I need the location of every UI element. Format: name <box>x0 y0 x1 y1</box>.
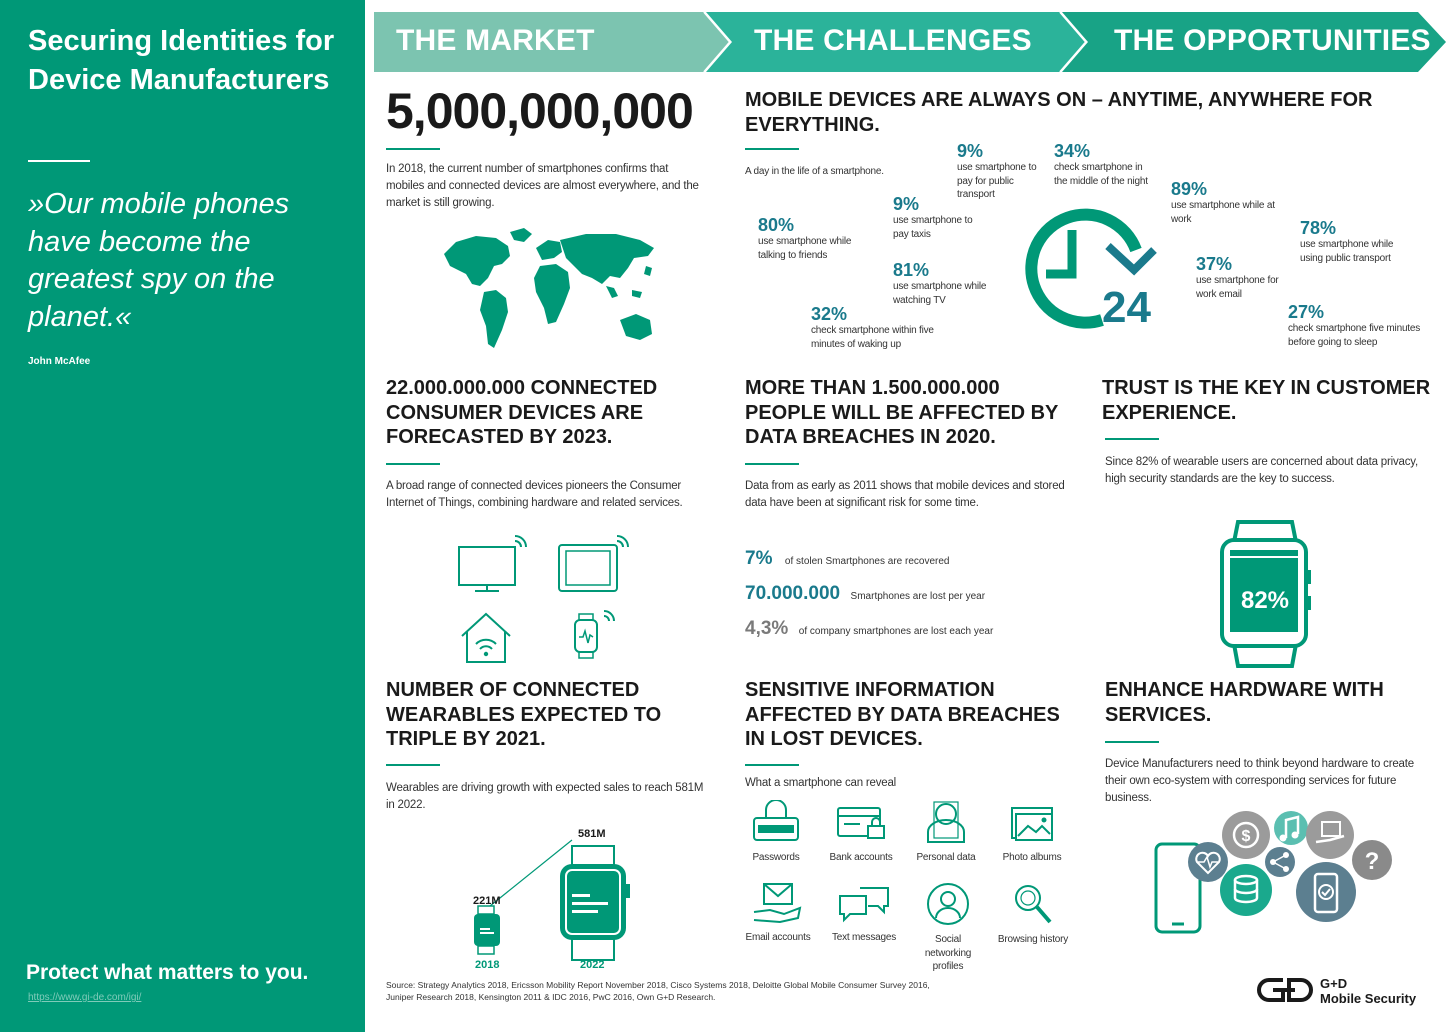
stat-text: use smartphone while using public transport <box>1300 239 1394 264</box>
breach-body: Data from as early as 2011 shows that mobile devices and stored data have been at significant risk for some time. <box>745 480 1065 509</box>
question-icon <box>1352 840 1392 880</box>
reveal-label-text: Text messages <box>831 932 897 943</box>
smartphone-count: 5,000,000,000 <box>386 83 693 139</box>
header-market: THE MARKET <box>396 24 595 57</box>
stat-text: check smartphone in the middle of the night <box>1054 162 1148 187</box>
sidebar <box>0 0 365 1032</box>
divider <box>745 463 799 465</box>
always-on-heading: MOBILE DEVICES ARE ALWAYS ON – ANYTIME, ANYWHERE FOR EVERYTHING. <box>745 89 1373 136</box>
svg-text:?: ? <box>1364 848 1380 875</box>
stat-pct: 27% <box>1288 302 1325 322</box>
stat-text: use smartphone while watching TV <box>893 281 987 306</box>
breach-stat-text: of company smartphones are lost each year <box>798 626 994 637</box>
breach-stat-value: 70.000.000 <box>745 583 841 604</box>
stat-text: check smartphone within five minutes of waking up <box>811 325 934 350</box>
divider <box>386 463 440 465</box>
sensitive-info-heading: SENSITIVE INFORMATION AFFECTED BY DATA BREACHES IN LOST DEVICES. <box>745 679 1060 750</box>
reveal-bank-accounts <box>822 800 900 865</box>
reveal-text-messages <box>826 880 902 945</box>
reveal-label-text: Email accounts <box>745 932 811 943</box>
reveal-passwords <box>742 800 810 865</box>
stat-work-email <box>1196 254 1296 301</box>
stat-text: use smartphone while talking to friends <box>758 236 852 261</box>
divider <box>386 148 440 150</box>
smart-home-icon <box>458 610 518 666</box>
stat-pct: 80% <box>758 215 795 235</box>
stat-text: use smartphone to pay taxis <box>893 215 973 240</box>
heart-pulse-icon <box>1188 842 1228 882</box>
divider <box>1105 438 1159 440</box>
reveal-label-text: Social networking profiles <box>924 934 972 972</box>
stat-using-public-transport <box>1300 218 1415 265</box>
reveal-label-text: Bank accounts <box>829 852 893 863</box>
wearables-2022-value: 581M <box>578 828 606 840</box>
enhance-body: Device Manufacturers need to think beyond hardware to create their own eco-system with corresponding services for future business. <box>1105 758 1414 804</box>
growth-line <box>490 840 572 906</box>
dollar-coin-icon <box>1222 811 1270 859</box>
reveal-label-text: Browsing history <box>997 934 1069 945</box>
bank-card-icon <box>822 800 900 846</box>
header-opportunities: THE OPPORTUNITIES <box>1114 24 1431 57</box>
breach-stat-text: Smartphones are lost per year <box>850 591 986 602</box>
sources-note: Source: Strategy Analytics 2018, Ericsson Mobility Report November 2018, Cisco Systems 2018, Deloitte Global Mobile Consumer Survey 2016, Juniper Research 2018, Kensington 2011 & IDC 2016, PwC 2016, Own G+D Research. <box>386 980 930 1002</box>
device-hand-icon <box>1306 811 1354 859</box>
wearables-heading: NUMBER OF CONNECTED WEARABLES EXPECTED TO TRIPLE BY 2021. <box>386 679 662 750</box>
enhance-heading: ENHANCE HARDWARE WITH SERVICES. <box>1105 679 1384 726</box>
clock-number: 24 <box>1102 283 1151 332</box>
stat-at-work <box>1171 179 1281 226</box>
breach-heading: MORE THAN 1.500.000.000 PEOPLE WILL BE AFFECTED BY DATA BREACHES IN 2020. <box>745 377 1058 448</box>
stat-pct: 34% <box>1054 141 1091 161</box>
stat-waking-up <box>811 304 941 351</box>
reveal-label-text: Photo albums <box>1002 852 1062 863</box>
tablet-icon <box>555 533 630 598</box>
envelope-hand-icon <box>740 880 816 926</box>
breach-stat-company-lost <box>745 618 993 640</box>
stat-middle-of-night <box>1054 141 1149 188</box>
title-divider <box>28 160 90 162</box>
reveal-label-text: Passwords <box>752 852 800 863</box>
market-intro: In 2018, the current number of smartphones confirms that mobiles and connected devices are almost everywhere, and the market is still growing. <box>386 163 699 209</box>
smartwatch-icon <box>570 610 620 666</box>
connected-devices-heading: 22.000.000.000 CONNECTED CONSUMER DEVICES ARE FORECASTED BY 2023. <box>386 377 658 448</box>
stat-text: use smartphone while at work <box>1171 200 1275 225</box>
watch-2018 <box>474 906 500 954</box>
breach-stat-value: 4,3% <box>745 618 789 639</box>
divider <box>386 764 440 766</box>
reveal-photo-albums <box>994 800 1070 865</box>
breach-stat-value: 7% <box>745 548 773 569</box>
stat-text: use smartphone to pay for public transport <box>957 162 1037 200</box>
database-icon <box>1220 864 1272 916</box>
world-map-icon <box>436 226 662 360</box>
svg-text:$: $ <box>1241 828 1251 845</box>
reveal-label: What a smartphone can reveal <box>745 777 897 789</box>
company-logo-text <box>1320 976 1416 1006</box>
quote-author: John McAfee <box>28 356 91 367</box>
website-link[interactable]: https://www.gi-de.com/igi/ <box>28 992 142 1003</box>
reveal-label-text: Personal data <box>916 852 976 863</box>
stat-pct: 89% <box>1171 179 1208 199</box>
reveal-browsing-history <box>990 880 1076 947</box>
stat-pct: 81% <box>893 260 930 280</box>
photo-icon <box>994 800 1070 846</box>
tagline: Protect what matters to you. <box>26 961 309 984</box>
stat-text: use smartphone for work email <box>1196 275 1279 300</box>
stat-pct: 78% <box>1300 218 1337 238</box>
stat-watching-tv <box>893 260 1003 307</box>
breach-stat-lost-per-year <box>745 583 985 605</box>
phone-check-icon <box>1296 862 1356 922</box>
wearables-body: Wearables are driving growth with expected sales to reach 581M in 2022. <box>386 782 704 811</box>
wearables-2022-year: 2022 <box>580 959 605 971</box>
watch-value: 82% <box>1240 587 1290 614</box>
person-icon <box>910 798 982 846</box>
breach-stat-text: of stolen Smartphones are recovered <box>784 556 950 567</box>
header-challenges: THE CHALLENGES <box>754 24 1032 57</box>
page-title: Securing Identities for Device Manufacturers <box>28 25 335 96</box>
tv-icon <box>455 533 530 598</box>
section-header-bar <box>374 12 1446 72</box>
reveal-personal-data <box>910 798 982 865</box>
divider <box>1105 741 1159 743</box>
connected-devices-body: A broad range of connected devices pioneers the Consumer Internet of Things, combining hardware and related services. <box>386 480 683 509</box>
trust-body: Since 82% of wearable users are concerned about data privacy, high security standards are the key to success. <box>1105 456 1418 485</box>
day-label: A day in the life of a smartphone. <box>745 166 884 177</box>
divider <box>745 764 799 766</box>
breach-stat-recovered <box>745 548 949 570</box>
stat-pct: 9% <box>893 194 920 214</box>
chat-bubbles-icon <box>826 880 902 926</box>
stat-public-transport-pay <box>957 141 1047 202</box>
music-note-icon <box>1274 811 1308 845</box>
gd-logo-icon <box>1255 976 1317 1004</box>
trust-heading: TRUST IS THE KEY IN CUSTOMER EXPERIENCE. <box>1102 377 1431 424</box>
padlock-icon <box>742 800 810 846</box>
watch-2022 <box>560 846 630 960</box>
reveal-email-accounts <box>740 880 816 945</box>
magnifier-icon <box>990 880 1076 928</box>
reveal-social-profiles <box>910 880 986 974</box>
logo-line-1: G+D <box>1320 976 1348 991</box>
profile-circle-icon <box>910 880 986 928</box>
stat-text: check smartphone five minutes before going to sleep <box>1288 323 1421 348</box>
stat-pct: 9% <box>957 141 984 161</box>
stat-before-sleep <box>1288 302 1438 349</box>
quote: »Our mobile phones have become the greatest spy on the planet.« <box>28 188 290 333</box>
wearables-2018-year: 2018 <box>475 959 500 971</box>
stat-pct: 32% <box>811 304 848 324</box>
services-cluster <box>1150 810 1400 936</box>
stat-pct: 37% <box>1196 254 1233 274</box>
divider <box>745 148 799 150</box>
logo-line-2: Mobile Security <box>1320 991 1417 1006</box>
wearables-2018-value: 221M <box>473 895 501 907</box>
share-icon <box>1265 847 1295 877</box>
stat-talking-friends <box>758 215 878 262</box>
